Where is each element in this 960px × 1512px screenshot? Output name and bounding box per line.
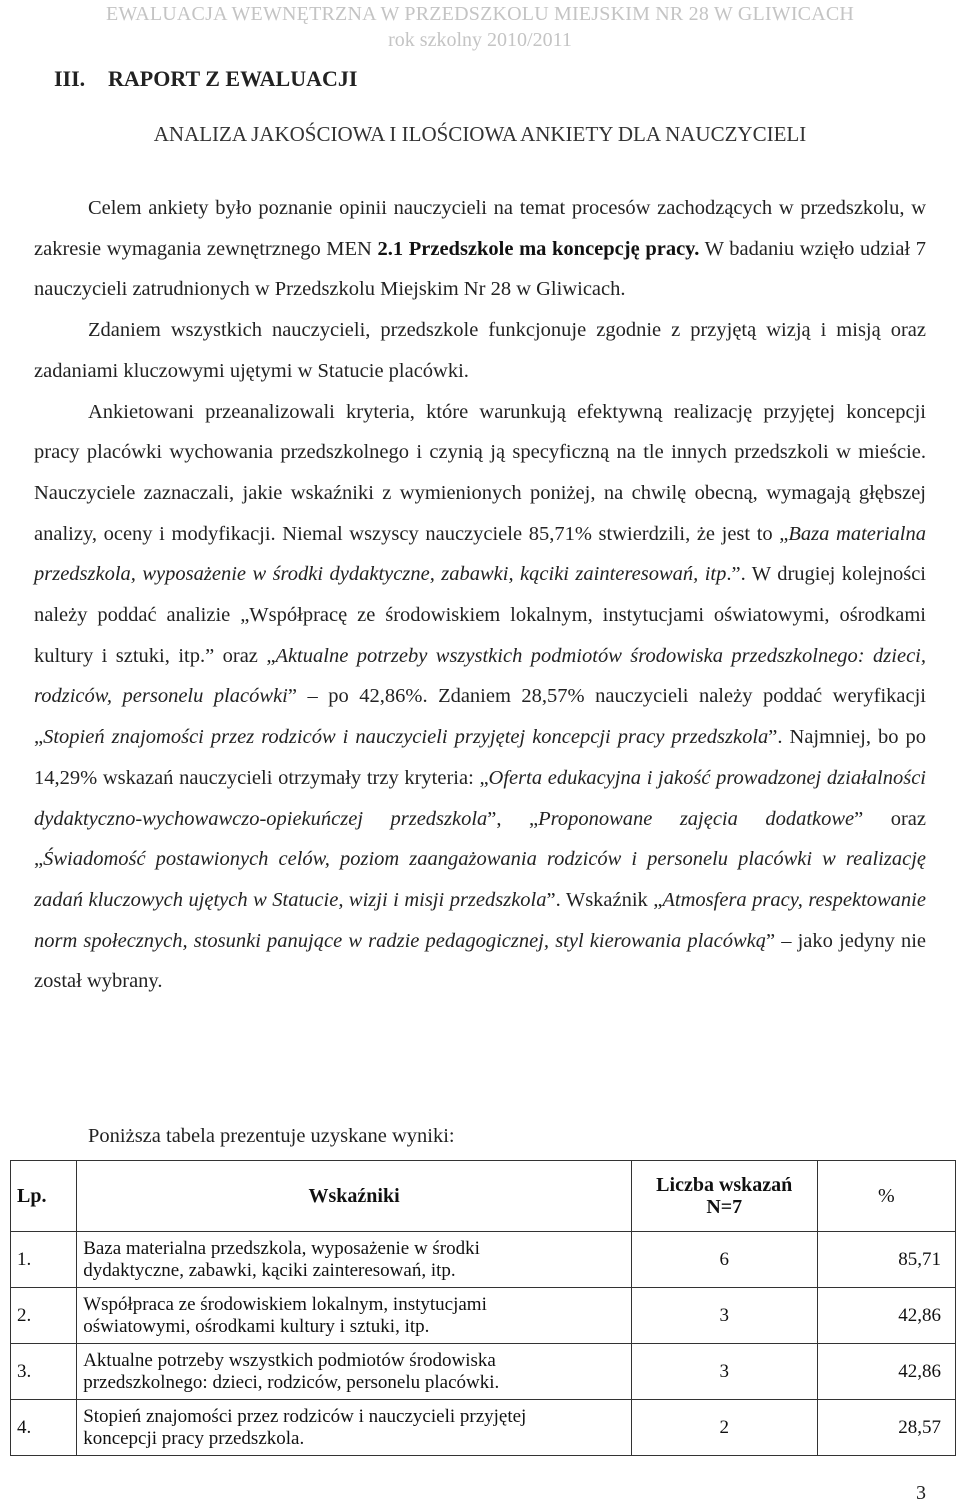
report-body: [34, 188, 926, 1002]
criterion-quote: Baza materialna przedszkola, wyposażenie w środki dydaktyczne, zabawki, kąciki zainteresowań, itp: [34, 522, 926, 586]
paragraph-goal: [34, 188, 926, 310]
results-table: [10, 1160, 956, 1456]
row-percent: 42,86: [817, 1344, 955, 1400]
section-title: RAPORT Z EWALUACJI: [108, 66, 358, 91]
analysis-text: ” – po 42,86%. Zdaniem 28,57% nauczycieli należy poddać weryfikacji „: [34, 685, 926, 749]
criterion-quote: Proponowane zajęcia dodatkowe: [538, 807, 855, 830]
criterion-quote: Aktualne potrzeby wszystkich podmiotów środowiska przedszkolnego: dzieci, rodziców, personelu placówki: [34, 644, 926, 708]
criterion-quote: Stopień znajomości przez rodziców i nauczycieli przyjętej koncepcji pracy przedszkola: [43, 726, 769, 749]
row-lp: 3.: [11, 1344, 77, 1400]
indicator-line: koncepcji pracy przedszkola.: [83, 1427, 305, 1449]
header-indicators: Wskaźniki: [77, 1161, 632, 1232]
indicator-line: Baza materialna przedszkola, wyposażenie w środki: [83, 1237, 480, 1259]
paragraph-vision: Zdaniem wszystkich nauczycieli, przedszkole funkcjonuje zgodnie z przyjętą wizją i misją oraz zadaniami kluczowymi ujętymi w Statucie placówki.: [34, 319, 926, 382]
analysis-text: ” oraz „: [34, 807, 927, 871]
row-percent: 28,57: [817, 1400, 955, 1456]
row-count: 3: [631, 1288, 817, 1344]
row-indicator: [77, 1288, 632, 1344]
document-subtitle: ANALIZA JAKOŚCIOWA I ILOŚCIOWA ANKIETY DLA NAUCZYCIELI: [153, 122, 807, 146]
analysis-text: .”. W drugiej kolejności należy poddać analizie „Współpracę ze środowiskiem lokalnym, instytucjami oświatowymi, ośrodkami kultury i sztuki, itp.” oraz „: [34, 563, 926, 667]
analysis-text: Ankietowani przeanalizowali kryteria, które warunkują efektywną realizację przyjętej koncepcji pracy placówki wychowania przedszkolnego i czynią ją specyficzną na tle innych przedszkoli w mieście. Nauczyciele zaznaczali, jakie wskaźniki z wymienionych poniżej, na chwilę obecną, wymagają głębszej analizy, oceny i modyfikacji. Niemal wszyscy nauczyciele 85,71% stwierdzili, że jest to „: [34, 400, 926, 545]
row-indicator: [77, 1344, 632, 1400]
analysis-text: ”. Najmniej, bo po 14,29% wskazań nauczycieli otrzymały trzy kryteria: „: [34, 726, 926, 789]
running-header-title: EWALUACJA WEWNĘTRZNA W PRZEDSZKOLU MIEJSKIM NR 28 W GLIWICACH: [105, 3, 855, 25]
row-percent: 85,71: [817, 1232, 955, 1288]
table-row: [11, 1288, 956, 1344]
header-lp: Lp.: [11, 1161, 77, 1232]
indicator-line: dydaktyczne, zabawki, kąciki zainteresowań, itp.: [83, 1259, 456, 1281]
analysis-text: ” – jako jedyny nie został wybrany.: [34, 929, 927, 993]
indicator-line: przedszkolnego: dzieci, rodziców, personelu placówki.: [83, 1371, 500, 1393]
header-percent: %: [817, 1161, 955, 1232]
indicator-line: oświatowymi, ośrodkami kultury i sztuki, itp.: [83, 1315, 430, 1337]
row-percent: 42,86: [817, 1288, 955, 1344]
criterion-quote: Atmosfera pracy, respektowanie norm społecznych, stosunki panujące w radzie pedagogicznej, styl kierowania placówką: [34, 888, 926, 952]
analysis-text: ”, „: [487, 807, 539, 830]
indicator-line: Stopień znajomości przez rodziców i nauczycieli przyjętej: [83, 1405, 527, 1427]
row-lp: 4.: [11, 1400, 77, 1456]
participants-text: W badaniu wzięło udział 7 nauczycieli zatrudnionych w Przedszkolu Miejskim Nr 28 w Gliwicach.: [34, 237, 926, 301]
paragraph-analysis: [34, 392, 926, 1003]
criterion-quote: Świadomość postawionych celów, poziom zaangażowania rodziców i personelu placówki w realizację zadań kluczowych ujętych w Statucie, wizji i misji przedszkola: [34, 848, 926, 911]
running-header-year: rok szkolny 2010/2011: [388, 29, 572, 51]
header-count-line1: Liczba wskazań: [656, 1174, 793, 1196]
requirement-name: 2.1 Przedszkole ma koncepcję pracy.: [377, 237, 700, 260]
header-count-line2: N=7: [706, 1196, 743, 1218]
section-heading: [54, 66, 357, 92]
row-count: 3: [631, 1344, 817, 1400]
table-row: [11, 1400, 956, 1456]
page-number: 3: [916, 1482, 926, 1504]
criterion-quote: Oferta edukacyjna i jakość prowadzonej działalności dydaktyczno-wychowawczo-opiekuńczej przedszkola: [34, 766, 926, 830]
table-row: [11, 1344, 956, 1400]
table-header-row: [11, 1161, 956, 1232]
goal-text: Celem ankiety było poznanie opinii nauczycieli na temat procesów zachodzących w przedszkolu, w zakresie wymagania zewnętrznego MEN: [34, 197, 926, 260]
table-intro: Poniższa tabela prezentuje uzyskane wyniki:: [88, 1125, 455, 1147]
row-count: 2: [631, 1400, 817, 1456]
analysis-text: ”. Wskaźnik „: [546, 888, 663, 911]
indicator-line: Aktualne potrzeby wszystkich podmiotów środowiska: [83, 1349, 496, 1371]
row-lp: 1.: [11, 1232, 77, 1288]
section-number: III.: [54, 66, 86, 91]
row-count: 6: [631, 1232, 817, 1288]
row-indicator: [77, 1400, 632, 1456]
header-count: [631, 1161, 817, 1232]
row-lp: 2.: [11, 1288, 77, 1344]
indicator-line: Współpraca ze środowiskiem lokalnym, instytucjami: [83, 1293, 487, 1315]
row-indicator: [77, 1232, 632, 1288]
table-row: [11, 1232, 956, 1288]
